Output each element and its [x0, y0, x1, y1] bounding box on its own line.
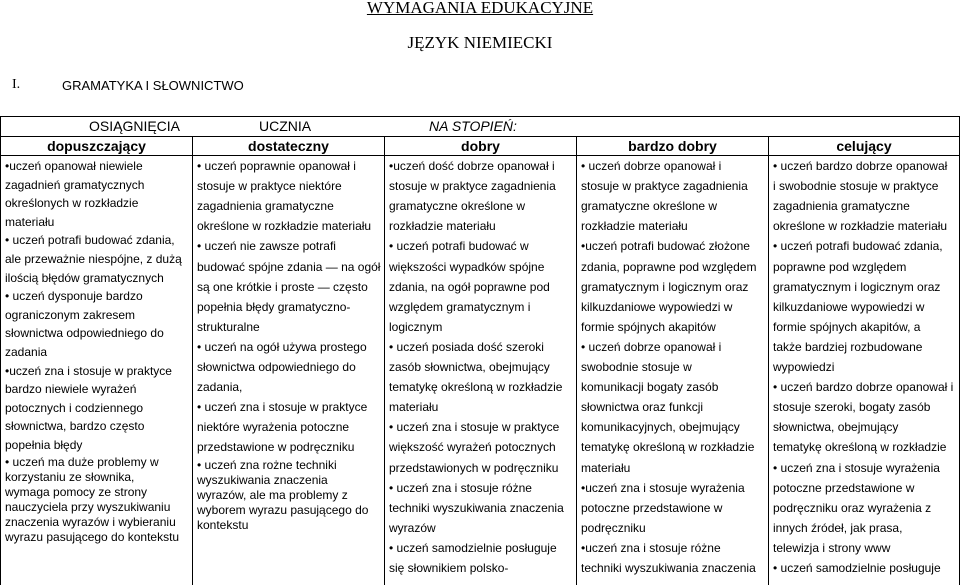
requirement-line: gramatycznym i logicznym oraz	[581, 279, 749, 294]
requirement-line: słownictwa, obejmujący	[773, 420, 899, 435]
requirement-line: rozkładzie materiału	[389, 219, 496, 234]
requirement-line: są one krótkie i proste — często	[197, 279, 368, 294]
requirement-line: większość wyrażeń potocznych	[389, 440, 556, 455]
requirement-line: podręczniku	[581, 520, 646, 535]
requirement-line: materiału	[389, 400, 439, 415]
requirement-line: innych źródeł, jak prasa,	[773, 520, 903, 535]
requirement-line: zagadnienia gramatyczne	[197, 199, 334, 214]
requirement-line: •uczeń potrafi budować złożone	[581, 239, 750, 254]
grade-dobry: dobry	[385, 137, 577, 155]
column-dobry	[385, 156, 577, 585]
requirement-line: ilością błędów gramatycznych	[5, 270, 164, 285]
requirement-line: słownictwa odpowiedniego do	[197, 360, 356, 374]
requirement-line: • uczeń dobrze opanował i	[581, 339, 722, 354]
requirement-line: wyborem wyrazu pasującego do	[197, 503, 369, 518]
requirement-line: • uczeń dobrze opanował i	[581, 159, 722, 173]
requirement-line: • uczeń zna i stosuje różne	[389, 480, 532, 495]
requirement-line: zadania,	[197, 380, 243, 395]
requirement-line: gramatyczne określone w	[389, 199, 526, 214]
requirement-line: popełnia błędy	[5, 438, 83, 452]
requirement-line: • uczeń poprawnie opanował i	[197, 159, 356, 173]
requirement-line: względem gramatycznym i	[389, 299, 531, 314]
requirement-line: zasób słownictwa, obejmujący	[389, 360, 550, 374]
requirement-line: popełnia błędy gramatyczno-	[197, 299, 351, 314]
requirement-line: • uczeń potrafi budować zdania,	[5, 233, 175, 248]
requirement-line: komunikacyjnych, obejmujący	[581, 420, 740, 435]
requirement-line: wyrazu pasującego do kontekstu	[5, 530, 180, 544]
requirement-line: i swobodnie stosuje w praktyce	[773, 179, 939, 194]
requirement-line: zagadnień gramatycznych	[5, 177, 145, 192]
requirement-line: formie spójnych akapitów	[581, 319, 716, 334]
requirement-line: się słownikiem polsko-	[389, 561, 509, 575]
requirement-line: korzystaniu ze słownika,	[5, 470, 135, 484]
requirement-line: podręczniku oraz wyrażenia z	[773, 500, 932, 515]
requirement-line: logicznym	[389, 319, 443, 334]
section-label: GRAMATYKA I SŁOWNICTWO	[62, 78, 244, 93]
requirement-line: • uczeń na ogół używa prostego	[197, 339, 367, 354]
requirement-line: •uczeń zna i stosuje różne	[581, 540, 721, 555]
requirement-line: • uczeń bardzo dobrze opanował i	[773, 380, 954, 395]
requirement-line: zagadnienia gramatyczne	[773, 199, 910, 214]
requirement-line: stosuje w praktyce zagadnienia	[389, 179, 556, 194]
requirement-line: • uczeń potrafi budować zdania,	[773, 239, 943, 254]
column-dopuszczajacy	[1, 156, 193, 585]
requirement-line: budować spójne zdania — na ogół	[197, 259, 381, 274]
requirement-line: poprawne pod względem	[773, 259, 907, 274]
requirement-line: wyszukiwania znaczenia	[197, 473, 328, 488]
requirement-line: określone w rozkładzie materiału	[197, 219, 372, 234]
requirement-line: wyrazów	[389, 520, 436, 535]
grade-dostateczny: dostateczny	[193, 137, 385, 155]
column-dostateczny	[193, 156, 385, 585]
requirement-line: • uczeń samodzielnie posługuje	[773, 561, 941, 575]
requirement-line: niektóre wyrażenia potoczne	[197, 420, 350, 435]
requirement-line: techniki wyszukiwania znaczenia	[389, 500, 564, 515]
grade-bardzo-dobry: bardzo dobry	[577, 137, 769, 155]
grade-header-row	[0, 136, 960, 156]
requirement-line: • uczeń nie zawsze potrafi	[197, 239, 336, 254]
requirement-line: tematykę określoną w rozkładzie	[773, 440, 947, 455]
requirement-line: słownictwa, bardzo często	[5, 419, 145, 434]
requirement-line: strukturalne	[197, 319, 260, 334]
requirement-line: przedstawione w podręczniku	[197, 440, 355, 455]
requirement-line: • uczeń zna i stosuje wyrażenia	[773, 460, 940, 475]
requirement-line: zdania, poprawne pod względem	[581, 259, 757, 274]
document-title: WYMAGANIA EDUKACYJNE	[366, 0, 594, 17]
requirement-line: •uczeń zna i stosuje wyrażenia	[581, 480, 745, 495]
requirement-line: • uczeń bardzo dobrze opanował	[773, 159, 948, 173]
requirement-line: określonych w rozkładzie	[5, 196, 139, 211]
requirement-line: gramatycznym i logicznym oraz	[773, 279, 941, 294]
requirement-line: techniki wyszukiwania znaczenia	[581, 561, 756, 575]
requirement-line: • uczeń zna rożne techniki	[197, 458, 337, 473]
requirement-line: stosuje w praktyce niektóre	[197, 179, 342, 194]
document-subtitle: JĘZYK NIEMIECKI	[407, 33, 553, 52]
requirement-line: • uczeń zna i stosuje w praktyce	[197, 400, 368, 415]
requirement-line: •uczeń zna i stosuje w praktyce	[5, 363, 172, 378]
header-grade: NA STOPIEŃ:	[429, 118, 517, 134]
requirement-line: przedstawionych w podręczniku	[389, 460, 559, 475]
requirement-line: •uczeń opanował niewiele	[5, 159, 143, 173]
requirement-line: wyrazów, ale ma problemy z	[197, 488, 348, 503]
requirement-line: wypowiedzi	[773, 360, 835, 374]
requirement-line: • uczeń dysponuje bardzo	[5, 289, 143, 304]
requirement-line: • uczeń zna i stosuje w praktyce	[389, 420, 560, 435]
requirement-line: bardzo niewiele wyrażeń	[5, 382, 137, 397]
column-bardzo-dobry	[577, 156, 769, 585]
requirement-line: • uczeń ma duże problemy w	[5, 455, 159, 469]
requirement-line: kilkuzdaniowe wypowiedzi w	[773, 299, 925, 314]
section-number: I.	[12, 77, 21, 92]
requirement-line: także bardziej rozbudowane	[773, 339, 923, 354]
requirement-line: zadania	[5, 345, 48, 359]
grade-dopuszczajacy: dopuszczający	[1, 137, 193, 155]
requirement-line: znaczenia wyrazów i wybieraniu	[5, 515, 176, 529]
requirement-line: słownictwa oraz funkcji	[581, 400, 704, 415]
requirement-line: wymaga pomocy ze strony	[5, 485, 148, 499]
requirement-line: ale przeważnie niespójne, z dużą	[5, 252, 182, 266]
requirement-line: •uczeń dość dobrze opanował i	[389, 159, 555, 173]
requirement-line: zdania, na ogół poprawne pod	[389, 279, 550, 294]
table-top-header	[0, 116, 960, 136]
requirement-line: • uczeń posiada dość szeroki	[389, 339, 544, 354]
column-celujacy	[769, 156, 959, 585]
requirement-line: kilkuzdaniowe wypowiedzi w	[581, 299, 733, 314]
requirement-line: gramatyczne określone w	[581, 199, 718, 214]
requirement-line: stosuje szeroki, bogaty zasób	[773, 400, 931, 415]
requirement-line: swobodnie stosuje w	[581, 360, 692, 374]
requirement-line: kontekstu	[197, 518, 249, 533]
requirement-line: • uczeń samodzielnie posługuje	[389, 540, 557, 555]
requirements-grid	[0, 156, 960, 585]
requirement-line: formie spójnych akapitów, a	[773, 319, 921, 334]
requirement-line: słownictwa odpowiedniego do	[5, 326, 164, 341]
requirement-line: materiału	[5, 214, 55, 229]
requirement-line: tematykę określoną w rozkładzie	[581, 440, 755, 455]
requirement-line: tematykę określoną w rozkładzie	[389, 380, 563, 395]
requirement-line: nauczyciela przy wyszukiwaniu	[5, 500, 171, 514]
requirement-line: rozkładzie materiału	[581, 219, 688, 234]
requirement-line: potocznych i codziennego	[5, 400, 144, 415]
requirement-line: • uczeń potrafi budować w	[389, 239, 529, 254]
requirement-line: materiału	[581, 460, 631, 475]
grade-celujacy: celujący	[836, 138, 892, 154]
requirement-line: potoczne przedstawione w	[773, 480, 915, 495]
requirement-line: komunikacji bogaty zasób	[581, 380, 719, 395]
requirement-line: ograniczonym zakresem	[5, 307, 136, 322]
requirement-line: potoczne przedstawione w	[581, 500, 723, 515]
requirement-line: stosuje w praktyce zagadnienia	[581, 179, 748, 194]
requirement-line: telewizja i strony www	[773, 540, 891, 555]
requirement-line: określone w rozkładzie materiału	[773, 219, 948, 234]
header-student: UCZNIA	[259, 118, 312, 134]
header-achievements: OSIĄGNIĘCIA	[89, 118, 181, 134]
requirement-line: większości wypadków spójne	[389, 259, 545, 274]
